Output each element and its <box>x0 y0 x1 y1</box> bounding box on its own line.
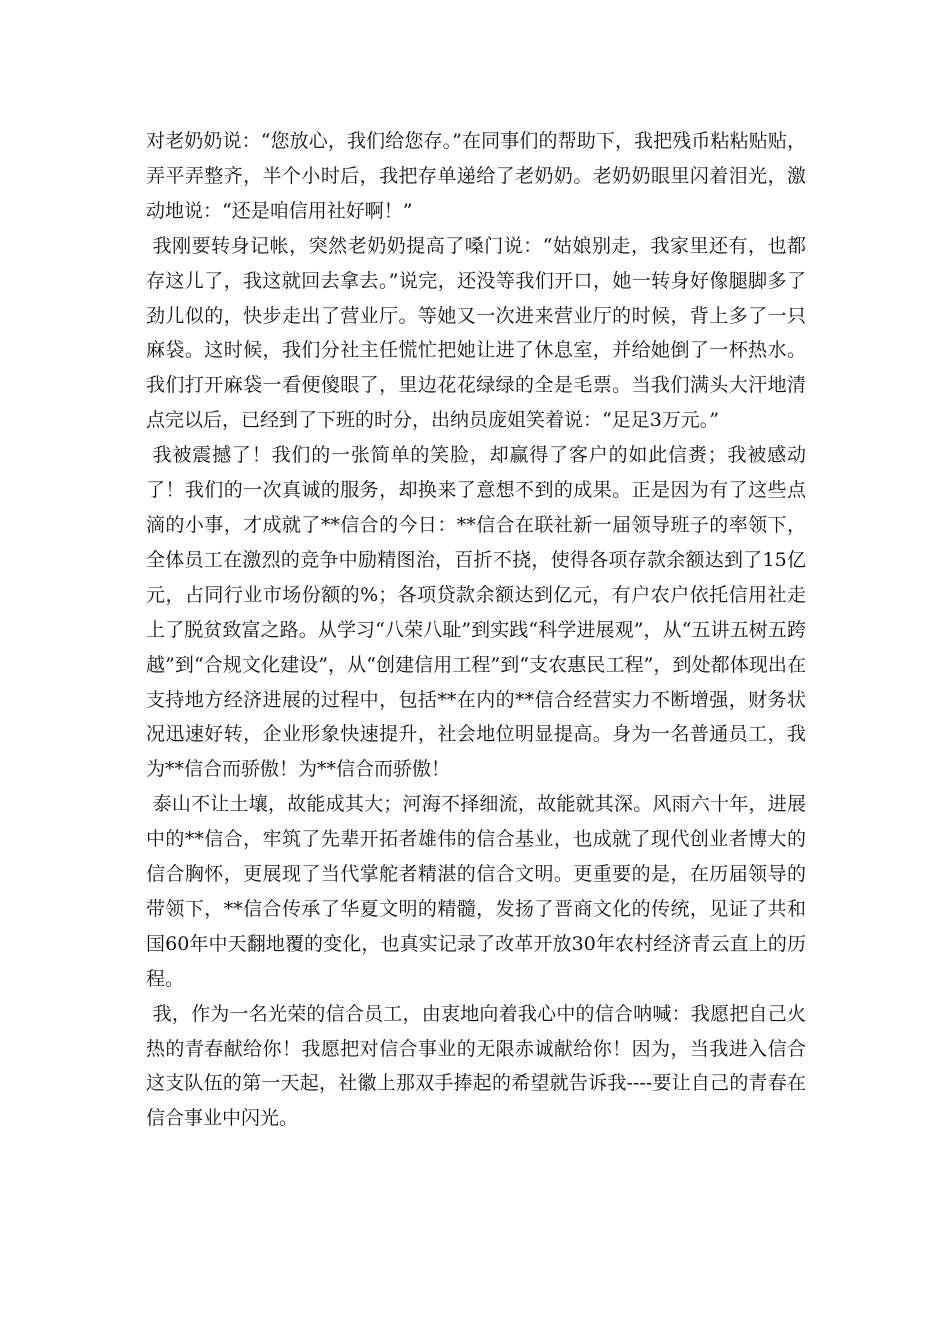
paragraph-1: 对老奶奶说：“您放心，我们给您存。”在同事们的帮助下，我把残币粘粘贴贴，弄平弄整齐，半个小时后，我把存单递给了老奶奶。老奶奶眼里闪着泪光，激动地说：“还是咱信用社好啊！” <box>146 130 806 222</box>
paragraph-3: 我被震撼了！我们的一张简单的笑脸，却赢得了客户的如此信赉；我被感动了！我们的一次真诚的服务，却换来了意想不到的成果。正是因为有了这些点滴的小事，才成就了**信合的今日：**信合在联社新一届领导班子的率领下，全体员工在激烈的竞争中励精图治，百折不挠，使得各项存款余额达到了15亿元，占同行业市场份额的%；各项贷款余额达到亿元，有户农户依托信用社走上了脱贫致富之路。从学习“八荣八耻”到实践“科学进展观”，从“五讲五树五跨越”到“合规文化建设”，从“创建信用工程”到“支农惠民工程”，到处都体现出在支持地方经济进展的过程中，包括**在内的**信合经营实力不断增强，财务状况迅速好转，企业形象快速提升，社会地位明显提高。身为一名普通员工，我为**信合而骄傲！为**信合而骄傲！ <box>146 444 806 781</box>
paragraph-2: 我刚要转身记帐，突然老奶奶提高了嗓门说：“姑娘别走，我家里还有，也都存这儿了，我这就回去拿去。”说完，还没等我们开口，她一转身好像腿脚多了劲儿似的，快步走出了营业厅。等她又一次进来营业厅的时候，背上多了一只麻袋。这时候，我们分社主任慌忙把她让进了休息室，并给她倒了一杯热水。我们打开麻袋一看便傻眼了，里边花花绿绿的全是毛票。当我们满头大汗地清点完以后，已经到了下班的时分，出纳员庞姐笑着说：“足足3万元。” <box>146 234 806 432</box>
document-body <box>146 124 806 1136</box>
paragraph-5: 我，作为一名光荣的信合员工，由衷地向着我心中的信合呐喊：我愿把自己火热的青春献给你！我愿把对信合事业的无限赤诚献给你！因为，当我进入信合这支队伍的第一天起，社徽上那双手捧起的希望就告诉我----要让自己的青春在信合事业中闪光。 <box>146 1002 806 1130</box>
paragraph-4: 泰山不让土壤，故能成其大；河海不择细流，故能就其深。风雨六十年，进展中的**信合，牢筑了先辈开拓者雄伟的信合基业，也成就了现代创业者博大的信合胸怀，更展现了当代掌舵者精湛的信合文明。更重要的是，在历届领导的带领下，**信合传承了华夏文明的精髓，发扬了晋商文化的传统，见证了共和国60年中天翻地覆的变化，也真实记录了改革开放30年农村经济青云直上的历程。 <box>146 793 806 990</box>
